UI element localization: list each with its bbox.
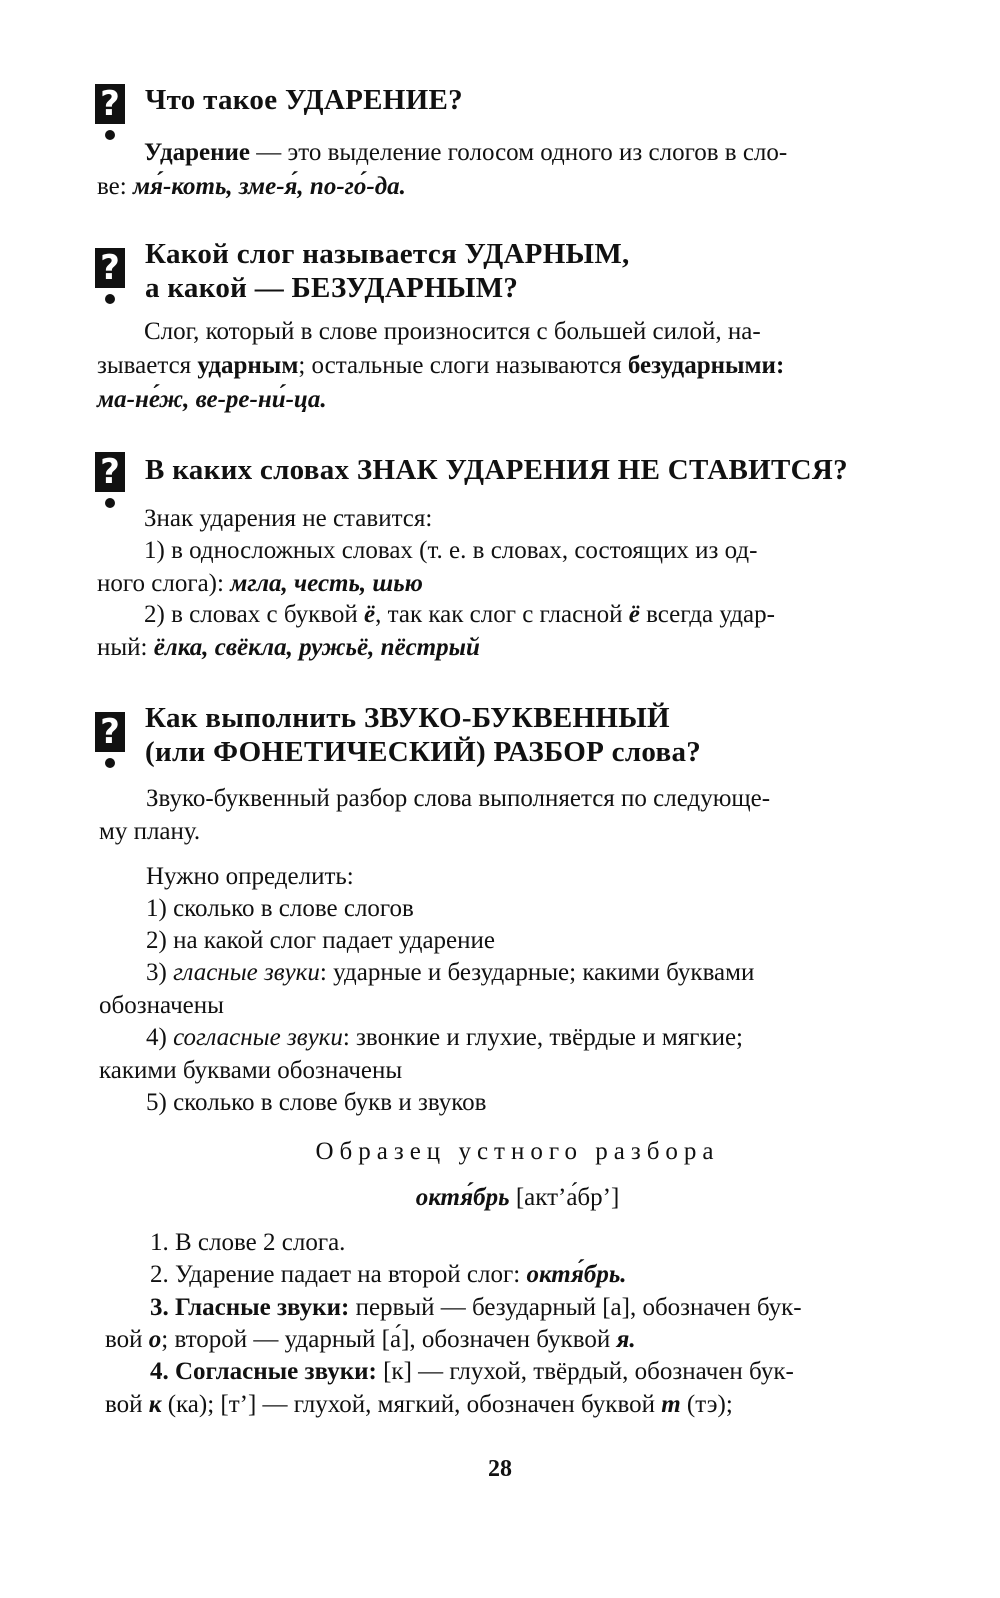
sample-step-4-cont: вой к (ка); [т’] — глухой, мягкий, обозначен буквой т (тэ);: [105, 1391, 733, 1418]
q1-definition-line1: Ударение — это выделение голосом одного из слогов в сло-: [144, 139, 788, 166]
q2-paragraph-line1: Слог, который в слове произносится с большей силой, на-: [144, 318, 761, 345]
q2-paragraph-line2: зывается ударным; остальные слоги называются безударными:: [97, 352, 785, 379]
q3-intro: Знак ударения не ставится:: [144, 505, 433, 532]
question-1-title: Что такое УДАРЕНИЕ?: [145, 84, 463, 116]
sample-step-1: 1. В слове 2 слога.: [150, 1229, 346, 1256]
sample-heading: Образец устного разбора: [315, 1138, 720, 1165]
q4-item-5: 5) сколько в слове букв и звуков: [146, 1089, 487, 1116]
q3-rule2-line2: ный: ёлка, свёкла, ружьё, пёстрый: [97, 634, 480, 661]
q4-paragraph-line2: му плану.: [99, 818, 201, 845]
q4-item-4: 4) согласные звуки: звонкие и глухие, твёрдые и мягкие;: [146, 1024, 744, 1051]
q4-need: Нужно определить:: [146, 863, 354, 890]
sample-step-3: 3. Гласные звуки: первый — безударный [а], обозначен бук-: [150, 1294, 802, 1321]
question-4-title-line2: (или ФОНЕТИЧЕСКИЙ) РАЗБОР слова?: [145, 736, 702, 768]
q4-item-3-cont: обозначены: [99, 992, 224, 1019]
question-2-title-line1: Какой слог называется УДАРНЫМ,: [145, 238, 630, 270]
q4-item-2: 2) на какой слог падает ударение: [146, 927, 495, 954]
q4-item-3: 3) гласные звуки: ударные и безударные; какими буквами: [146, 959, 755, 986]
question-4-title-line1: Как выполнить ЗВУКО-БУКВЕННЫЙ: [145, 702, 670, 734]
sample-step-4: 4. Согласные звуки: [к] — глухой, твёрдый, обозначен бук-: [150, 1358, 794, 1385]
q3-rule2-line1: 2) в словах с буквой ё, так как слог с гласной ё всегда удар-: [144, 601, 775, 628]
q4-item-1: 1) сколько в слове слогов: [146, 895, 414, 922]
sample-step-3-cont: вой о; второй — ударный [а́], обозначен буквой я.: [105, 1326, 636, 1353]
q4-paragraph-line1: Звуко-буквенный разбор слова выполняется по следующе-: [146, 785, 771, 812]
q3-rule1-line1: 1) в односложных словах (т. е. в словах, состоящих из од-: [144, 537, 758, 564]
sample-step-2: 2. Ударение падает на второй слог: октя́брь.: [150, 1261, 627, 1288]
q4-item-4-cont: какими буквами обозначены: [99, 1057, 403, 1084]
q1-definition-line2: ве: мя́-коть, зме-я́, по-го́-да.: [97, 173, 406, 200]
textbook-page: ? Что такое УДАРЕНИЕ? Ударение — это выделение голосом одного из слогов в сло- ве: мя́-коть, зме-я́, по-го́-да. ? Какой слог называется УДАРНЫМ, а какой — БЕЗУДАРНЫМ? Слог, который в слове произносится с большей силой, на- зывается ударным; остальные слоги называются безударными: ма-не́ж, ве-ре-ни́-ца. ? В каких словах ЗНАК УДАРЕНИЯ НЕ СТАВИТСЯ? Знак ударения не ставится: 1) в односложных словах (т. е. в словах, состоящих из од- ного слога): мгла, честь, шью 2) в словах с буквой ё, так как слог с гласной ё всегда удар- ный: ёлка, свёкла, ружьё, пёстрый ? Как выполнить ЗВУКО-БУКВЕННЫЙ (или ФОНЕТИЧЕСКИЙ) РАЗБОР слова? Звуко-буквенный разбор слова выполняется по следующе- му плану. Нужно определить: 1) сколько в слове слогов 2) на какой слог падает ударение 3) гласные звуки: ударные и безударные; какими буквами обозначены 4) согласные звуки: звонкие и глухие, твёрдые и мягкие; какими буквами обозначены 5) сколько в слове букв и звуков Образец устного разбора октя́брь [акт’а́бр’] 1. В слове 2 слога. 2. Ударение падает на второй слог: октя́брь. 3. Гласные звуки: первый — безударный [а], обозначен бук- вой о; второй — ударный [а́], обозначен буквой я. 4. Согласные звуки: [к] — глухой, твёрдый, обозначен бук- вой к (ка); [т’] — глухой, мягкий, обозначен буквой т (тэ); 28: [0, 0, 1000, 1598]
page-number: 28: [488, 1456, 512, 1482]
q2-examples: ма-не́ж, ве-ре-ни́-ца.: [97, 386, 327, 413]
sample-word: октя́брь [акт’а́бр’]: [415, 1184, 620, 1211]
q3-rule1-line2: ного слога): мгла, честь, шью: [97, 570, 423, 597]
question-3-title: В каких словах ЗНАК УДАРЕНИЯ НЕ СТАВИТСЯ?: [145, 454, 848, 486]
question-2-title-line2: а какой — БЕЗУДАРНЫМ?: [145, 272, 519, 304]
